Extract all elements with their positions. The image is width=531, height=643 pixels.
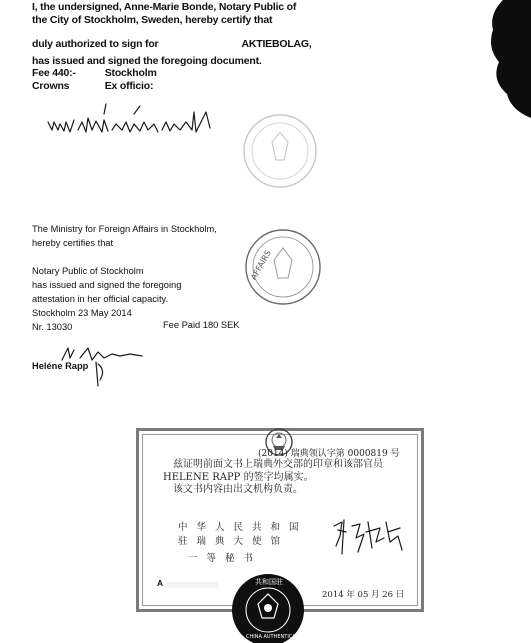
notary-crowns-row <box>32 80 312 93</box>
authorized-label: duly authorized to sign for <box>32 38 159 50</box>
ministry-line-1: The Ministry for Foreign Affairs in Stockholm, <box>32 224 217 234</box>
notary-line-4 <box>32 38 312 51</box>
embassy-name: 中华人民共和国 <box>178 522 308 533</box>
ministry-stamp <box>242 226 324 308</box>
embassy-location: 驻瑞典大使馆 <box>178 536 290 547</box>
embossed-seal-edge <box>481 0 531 120</box>
china-authentication-seal <box>228 570 308 643</box>
crowns-label: Crowns <box>32 79 70 92</box>
certificate-body-line-3: 该文书内容由出文机构负责。 <box>173 484 303 495</box>
notary-fee-row <box>32 67 312 80</box>
ministry-line-4: Notary Public of Stockholm <box>32 266 144 276</box>
ministry-stamp-text: AFFAIRS <box>248 248 273 282</box>
place-label: Stockholm <box>104 67 157 79</box>
ministry-line-6: attestation in her official capacity. <box>32 294 169 304</box>
ministry-certificate <box>32 222 217 334</box>
certificate-body-line-1: 兹证明前面文书上瑞典外交部的印章和该部官员 <box>173 459 383 470</box>
notary-redacted-line <box>32 26 312 38</box>
certificate-number: A <box>157 578 164 588</box>
certificate-reference: (2014) 瑞典领认字第 0000819 号 <box>258 449 400 459</box>
certificate-body-line-2: HELENE RAPP 的签字均属实。 <box>163 471 314 483</box>
notary-line-5: has issued and signed the foregoing document. <box>32 54 262 67</box>
ministry-redacted-line <box>32 250 217 264</box>
notary-line-1: I, the undersigned, Anne-Marie Bonde, Notary Public of <box>32 1 297 13</box>
company-suffix: AKTIEBOLAG, <box>241 38 312 50</box>
seal-text-cn: 共和国驻 <box>255 578 283 586</box>
ministry-signatory: Heléne Rapp <box>32 361 89 371</box>
notary-statement <box>32 1 312 92</box>
notary-signature <box>44 100 219 140</box>
notary-stamp <box>236 110 324 192</box>
ministry-line-5: has issued and signed the foregoing <box>32 280 182 290</box>
ministry-line-8: Nr. 13030 <box>32 322 73 332</box>
ex-officio-label: Ex officio: <box>104 79 154 92</box>
secretary-title: 一等秘书 <box>188 553 263 564</box>
redacted-number <box>166 582 218 588</box>
ministry-line-7: Stockholm 23 May 2014 <box>32 308 132 318</box>
certificate-date: 2014 年 05 月 26 日 <box>322 590 405 600</box>
seal-text: CHINA AUTHENTICATION <box>246 634 308 640</box>
notary-line-2: the City of Stockholm, Sweden, hereby certify that <box>32 13 273 26</box>
ministry-line-2: hereby certifies that <box>32 238 114 248</box>
fee-paid-text: Fee Paid 180 SEK <box>163 320 240 330</box>
certificate-body <box>163 459 383 497</box>
embassy-signature <box>328 512 408 564</box>
fee-label: Fee 440:- <box>32 67 76 79</box>
